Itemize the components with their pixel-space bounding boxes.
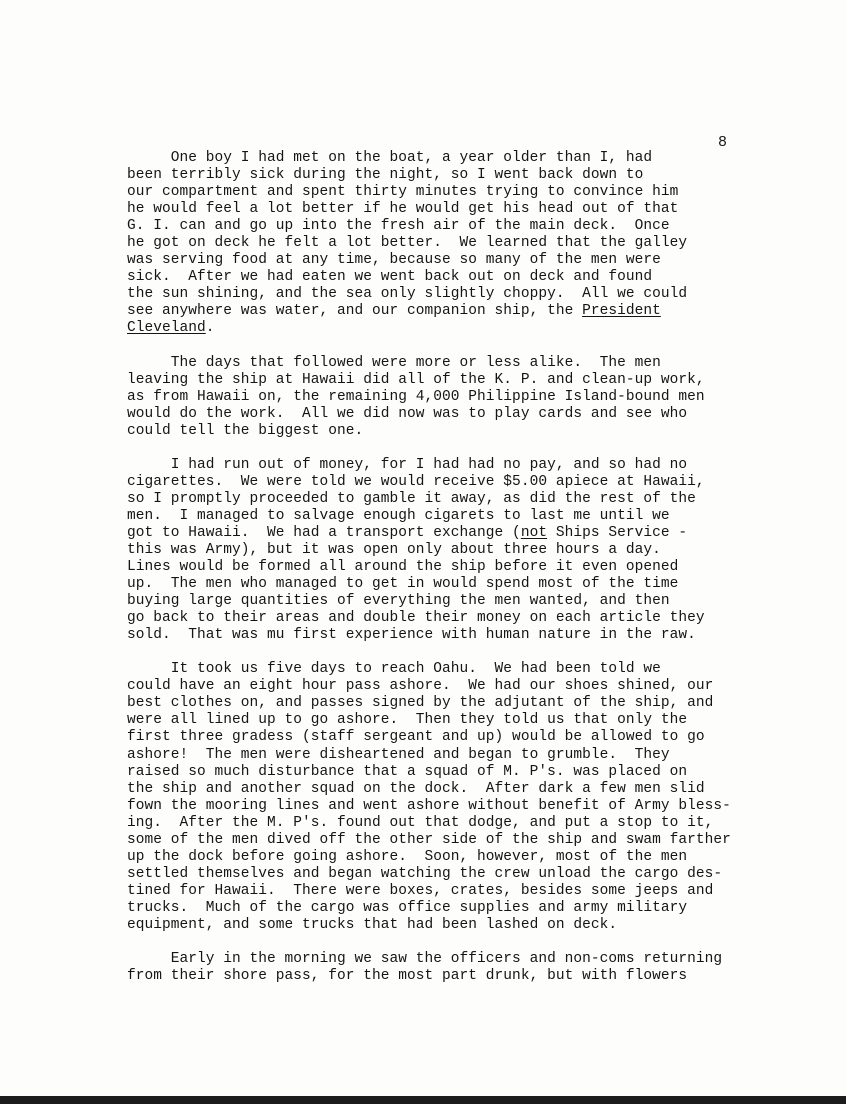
text-line [127,303,827,320]
text-segment: see anywhere was water, and our companion ship, the [127,303,583,320]
scan-bottom-edge [0,1096,846,1104]
paragraph-boat-sickness [127,150,827,338]
text-line: he would feel a lot better if he would get his head out of that [127,201,679,218]
text-line: the ship and another squad on the dock. After dark a few men slid [127,780,705,797]
text-line [127,320,827,337]
ship-name-underlined: Cleveland [127,320,206,337]
text-line: It took us five days to reach Oahu. We had been told we [127,661,661,678]
text-line: the sun shining, and the sea only slightly choppy. All we could [127,286,688,303]
text-line: trucks. Much of the cargo was office supplies and army military [127,899,688,916]
text-line: settled themselves and began watching the crew unload the cargo des- [127,865,723,882]
text-line: our compartment and spent thirty minutes trying to convince him [127,184,679,201]
text-line: cigarettes. We were told we would receive $5.00 apiece at Hawaii, [127,473,705,490]
text-line: sold. That was mu first experience with human nature in the raw. [127,627,696,644]
text-line: so I promptly proceeded to gamble it away, as did the rest of the [127,490,696,507]
text-line: ashore! The men were disheartened and began to grumble. They [127,746,670,763]
text-segment: got to Hawaii. We had a transport exchange ( [127,524,521,541]
text-line: he got on deck he felt a lot better. We learned that the galley [127,235,688,252]
text-line: tined for Hawaii. There were boxes, crates, besides some jeeps and [127,882,714,899]
text-line: Early in the morning we saw the officers and non-coms returning [127,951,723,968]
text-line: sick. After we had eaten we went back out on deck and found [127,269,653,286]
text-line: men. I managed to salvage enough cigarets to last me until we [127,507,670,524]
text-line: buying large quantities of everything the men wanted, and then [127,593,670,610]
text-line: ing. After the M. P's. found out that dodge, and put a stop to it, [127,814,714,831]
page-number: 8 [718,134,728,151]
text-line: best clothes on, and passes signed by the adjutant of the ship, and [127,695,714,712]
paragraph-days-alike [127,355,827,440]
text-line: were all lined up to go ashore. Then they told us that only the [127,712,688,729]
text-line: first three gradess (staff sergeant and up) would be allowed to go [127,729,705,746]
paragraph-money [127,457,827,645]
emphasis-underlined: not [520,524,548,541]
text-segment: . [205,320,215,337]
text-line: equipment, and some trucks that had been lashed on deck. [127,916,618,933]
text-segment: Ships Service - [547,524,688,541]
text-line: G. I. can and go up into the fresh air of the main deck. Once [127,218,670,235]
text-line: fown the mooring lines and went ashore without benefit of Army bless- [127,797,731,814]
text-line: would do the work. All we did now was to play cards and see who [127,405,688,422]
text-line: was serving food at any time, because so many of the men were [127,252,661,269]
text-line: go back to their areas and double their money on each article they [127,610,705,627]
text-line: Lines would be formed all around the ship before it even opened [127,559,679,576]
paragraph-oahu [127,661,827,934]
text-line: raised so much disturbance that a squad of M. P's. was placed on [127,763,688,780]
text-line: been terribly sick during the night, so I went back down to [127,167,644,184]
text-line: could tell the biggest one. [127,422,364,439]
document-body [127,150,827,1002]
text-line: as from Hawaii on, the remaining 4,000 Philippine Island-bound men [127,388,705,405]
text-line: could have an eight hour pass ashore. We had our shoes shined, our [127,678,714,695]
text-line: The days that followed were more or less alike. The men [127,354,661,371]
text-line: some of the men dived off the other side of the ship and swam farther [127,831,731,848]
ship-name-underlined: President [582,303,661,320]
text-line: One boy I had met on the boat, a year older than I, had [127,150,653,166]
text-line: leaving the ship at Hawaii did all of the K. P. and clean-up work, [127,371,705,388]
text-line: from their shore pass, for the most part drunk, but with flowers [127,968,688,985]
text-line: this was Army), but it was open only about three hours a day. [127,541,661,558]
text-line: up. The men who managed to get in would spend most of the time [127,576,679,593]
text-line [127,525,827,542]
paragraph-morning-return [127,951,827,985]
text-line: up the dock before going ashore. Soon, however, most of the men [127,848,688,865]
text-line: I had run out of money, for I had had no pay, and so had no [127,456,688,473]
